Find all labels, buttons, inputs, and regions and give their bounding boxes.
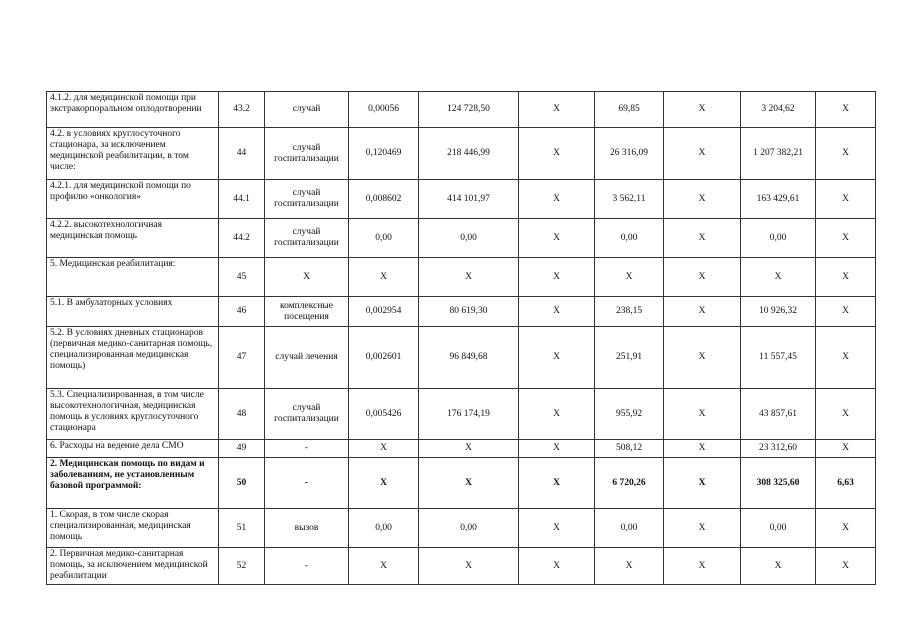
oms-per-capita-cell: 238,15: [595, 297, 664, 327]
volume-cell: 0,005426: [349, 389, 419, 440]
percent-cell: X: [816, 258, 876, 297]
row-code-cell: 44.1: [219, 180, 265, 219]
row-unit-cell: случай госпитализации: [265, 180, 349, 219]
row-name-cell: 2. Первичная медико-санитарная помощь, за исключением медицинской реабилитации: [47, 548, 219, 585]
budget-per-capita-cell: X: [519, 327, 595, 389]
budget-per-capita-cell: X: [519, 180, 595, 219]
oms-total-cell: 0,00: [741, 509, 816, 548]
cost-per-unit-cell: 0,00: [419, 509, 519, 548]
percent-cell: X: [816, 219, 876, 258]
budget-per-capita-cell: X: [519, 128, 595, 180]
volume-cell: 0,002954: [349, 297, 419, 327]
budget-per-capita-cell: X: [519, 548, 595, 585]
row-name-cell: 5.1. В амбулаторных условиях: [47, 297, 219, 327]
budget-total-cell: X: [664, 128, 741, 180]
data-table: [46, 91, 876, 585]
oms-per-capita-cell: X: [595, 548, 664, 585]
oms-per-capita-cell: 0,00: [595, 219, 664, 258]
row-code-cell: 46: [219, 297, 265, 327]
budget-per-capita-cell: X: [519, 258, 595, 297]
row-name-cell: 1. Скорая, в том числе скорая специализированная, медицинская помощь: [47, 509, 219, 548]
row-unit-cell: -: [265, 440, 349, 458]
oms-total-cell: 3 204,62: [741, 92, 816, 128]
cost-per-unit-cell: 414 101,97: [419, 180, 519, 219]
budget-total-cell: X: [664, 327, 741, 389]
table-row: [47, 219, 876, 258]
table-row: [47, 548, 876, 585]
volume-cell: 0,00056: [349, 92, 419, 128]
percent-cell: X: [816, 180, 876, 219]
row-name-cell: 4.1.2. для медицинской помощи при экстракорпоральном оплодотворении: [47, 92, 219, 128]
percent-cell: X: [816, 509, 876, 548]
cost-per-unit-cell: X: [419, 548, 519, 585]
budget-total-cell: X: [664, 180, 741, 219]
row-code-cell: 52: [219, 548, 265, 585]
budget-total-cell: X: [664, 389, 741, 440]
budget-per-capita-cell: X: [519, 219, 595, 258]
row-unit-cell: X: [265, 258, 349, 297]
volume-cell: X: [349, 258, 419, 297]
table-row: [47, 180, 876, 219]
budget-total-cell: X: [664, 458, 741, 509]
oms-per-capita-cell: 955,92: [595, 389, 664, 440]
oms-total-cell: X: [741, 258, 816, 297]
row-code-cell: 47: [219, 327, 265, 389]
oms-total-cell: 23 312,60: [741, 440, 816, 458]
table-row: [47, 389, 876, 440]
cost-per-unit-cell: X: [419, 458, 519, 509]
cost-per-unit-cell: 0,00: [419, 219, 519, 258]
row-name-cell: 5.2. В условиях дневных стационаров (первичная медико-санитарная помощь, специализированная медицинская помощь): [47, 327, 219, 389]
oms-per-capita-cell: X: [595, 258, 664, 297]
percent-cell: X: [816, 389, 876, 440]
table-row: [47, 297, 876, 327]
cost-per-unit-cell: X: [419, 258, 519, 297]
budget-total-cell: X: [664, 92, 741, 128]
row-name-cell: 6. Расходы на ведение дела СМО: [47, 440, 219, 458]
row-name-cell: 4.2. в условиях круглосуточного стационара, за исключением медицинской реабилитации, в том числе:: [47, 128, 219, 180]
cost-per-unit-cell: 124 728,50: [419, 92, 519, 128]
row-code-cell: 44.2: [219, 219, 265, 258]
oms-total-cell: 10 926,32: [741, 297, 816, 327]
percent-cell: X: [816, 440, 876, 458]
row-unit-cell: -: [265, 548, 349, 585]
budget-total-cell: X: [664, 297, 741, 327]
row-unit-cell: случай: [265, 92, 349, 128]
oms-total-cell: X: [741, 548, 816, 585]
volume-cell: 0,00: [349, 219, 419, 258]
row-code-cell: 51: [219, 509, 265, 548]
percent-cell: X: [816, 297, 876, 327]
row-code-cell: 44: [219, 128, 265, 180]
budget-per-capita-cell: X: [519, 458, 595, 509]
budget-total-cell: X: [664, 440, 741, 458]
row-unit-cell: вызов: [265, 509, 349, 548]
volume-cell: 0,120469: [349, 128, 419, 180]
table-row: [47, 258, 876, 297]
budget-per-capita-cell: X: [519, 92, 595, 128]
oms-total-cell: 43 857,61: [741, 389, 816, 440]
budget-total-cell: X: [664, 219, 741, 258]
budget-per-capita-cell: X: [519, 389, 595, 440]
oms-per-capita-cell: 3 562,11: [595, 180, 664, 219]
percent-cell: X: [816, 92, 876, 128]
volume-cell: 0,002601: [349, 327, 419, 389]
row-code-cell: 45: [219, 258, 265, 297]
cost-per-unit-cell: 96 849,68: [419, 327, 519, 389]
budget-total-cell: X: [664, 258, 741, 297]
row-name-cell: 4.2.1. для медицинской помощи по профилю «онкология»: [47, 180, 219, 219]
table-row: [47, 327, 876, 389]
table-row: [47, 92, 876, 128]
oms-total-cell: 11 557,45: [741, 327, 816, 389]
row-name-cell: 4.2.2. высокотехнологичная медицинская помощь: [47, 219, 219, 258]
row-unit-cell: -: [265, 458, 349, 509]
budget-total-cell: X: [664, 509, 741, 548]
table-row: [47, 509, 876, 548]
row-unit-cell: случай госпитализации: [265, 128, 349, 180]
table-body: [47, 92, 876, 585]
oms-total-cell: 0,00: [741, 219, 816, 258]
oms-per-capita-cell: 26 316,09: [595, 128, 664, 180]
budget-per-capita-cell: X: [519, 509, 595, 548]
oms-per-capita-cell: 6 720,26: [595, 458, 664, 509]
oms-total-cell: 308 325,60: [741, 458, 816, 509]
row-code-cell: 48: [219, 389, 265, 440]
volume-cell: 0,00: [349, 509, 419, 548]
volume-cell: 0,008602: [349, 180, 419, 219]
volume-cell: X: [349, 458, 419, 509]
percent-cell: X: [816, 548, 876, 585]
row-unit-cell: случай лечения: [265, 327, 349, 389]
table-row: [47, 440, 876, 458]
budget-per-capita-cell: X: [519, 440, 595, 458]
oms-per-capita-cell: 0,00: [595, 509, 664, 548]
table-row: [47, 128, 876, 180]
oms-per-capita-cell: 251,91: [595, 327, 664, 389]
table-row: [47, 458, 876, 509]
row-name-cell: 2. Медицинская помощь по видам и заболеваниям, не установленным базовой программой:: [47, 458, 219, 509]
oms-total-cell: 1 207 382,21: [741, 128, 816, 180]
volume-cell: X: [349, 548, 419, 585]
row-unit-cell: случай госпитализации: [265, 219, 349, 258]
row-code-cell: 49: [219, 440, 265, 458]
oms-per-capita-cell: 69,85: [595, 92, 664, 128]
row-unit-cell: комплексные посещения: [265, 297, 349, 327]
cost-per-unit-cell: 218 446,99: [419, 128, 519, 180]
percent-cell: 6,63: [816, 458, 876, 509]
cost-per-unit-cell: 80 619,30: [419, 297, 519, 327]
volume-cell: X: [349, 440, 419, 458]
row-unit-cell: случай госпитализации: [265, 389, 349, 440]
budget-per-capita-cell: X: [519, 297, 595, 327]
percent-cell: X: [816, 128, 876, 180]
oms-per-capita-cell: 508,12: [595, 440, 664, 458]
row-code-cell: 50: [219, 458, 265, 509]
oms-total-cell: 163 429,61: [741, 180, 816, 219]
cost-per-unit-cell: X: [419, 440, 519, 458]
cost-per-unit-cell: 176 174,19: [419, 389, 519, 440]
row-code-cell: 43.2: [219, 92, 265, 128]
budget-total-cell: X: [664, 548, 741, 585]
percent-cell: X: [816, 327, 876, 389]
row-name-cell: 5. Медицинская реабилитация:: [47, 258, 219, 297]
row-name-cell: 5.3. Специализированная, в том числе высокотехнологичная, медицинская помощь в условиях круглосуточного стационара: [47, 389, 219, 440]
